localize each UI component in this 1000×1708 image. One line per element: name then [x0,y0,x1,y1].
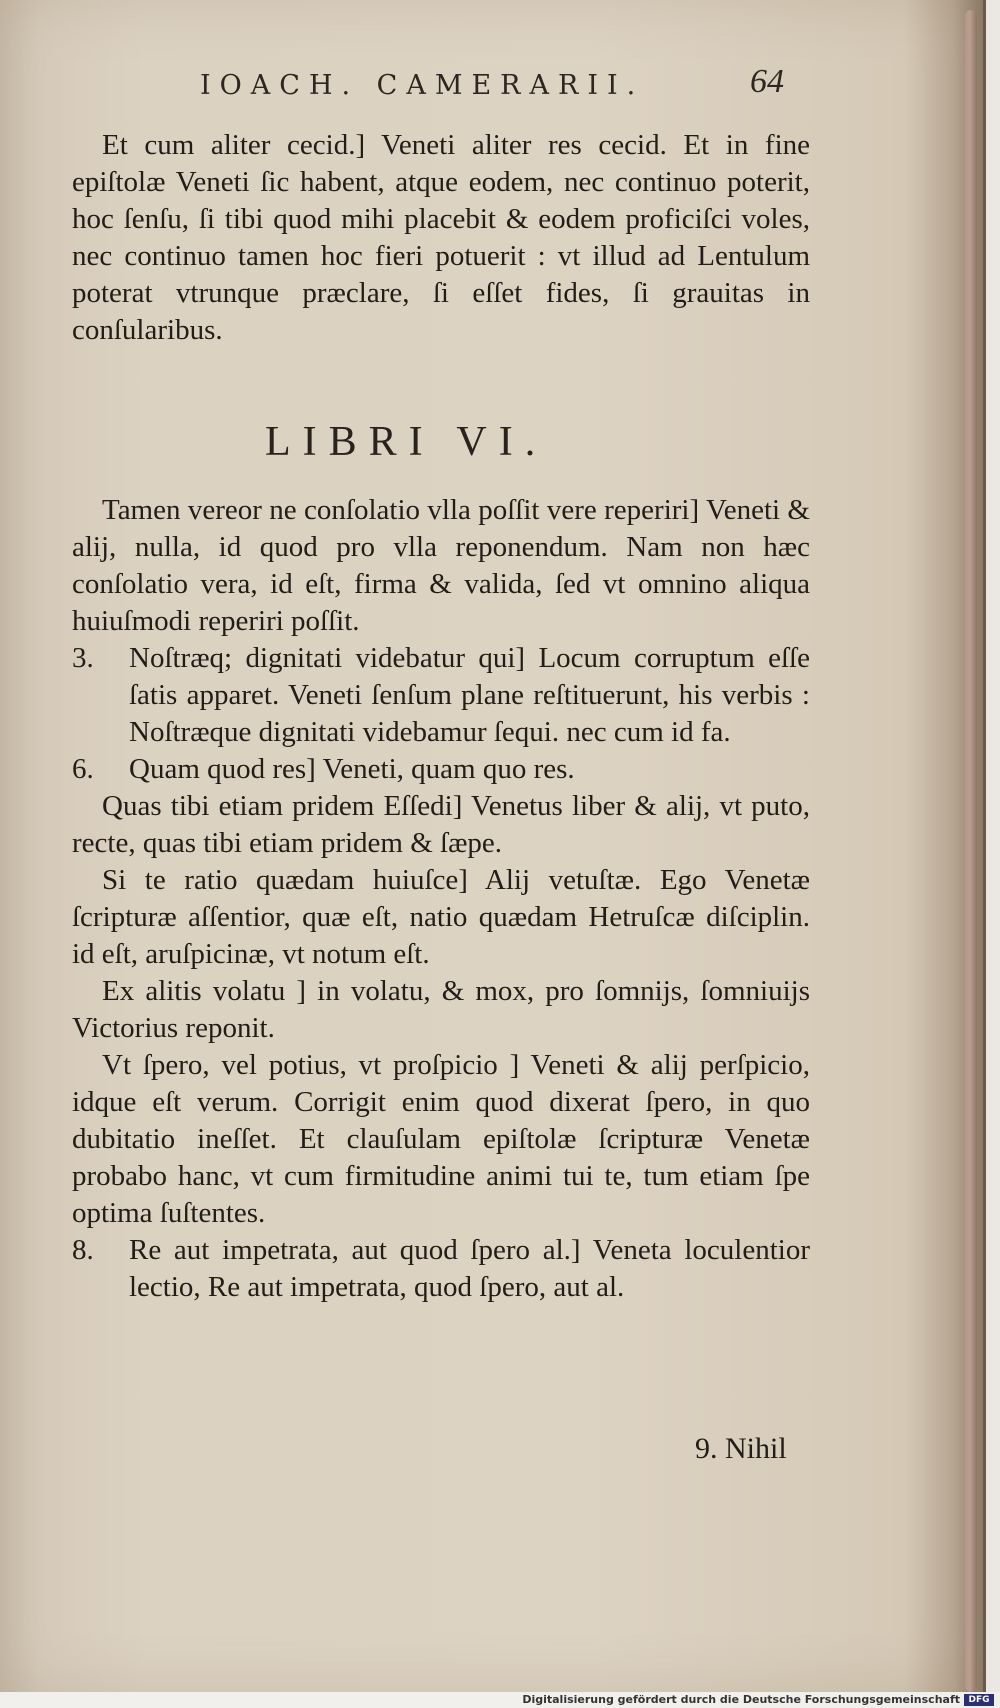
continuation-text [72,127,810,349]
section-title: LIBRI VI. [265,419,548,465]
funding-credit: Digitalisierung gefördert durch die Deutsche Forschungsgemeinschaft [522,1693,960,1706]
annotation-entry [72,1232,810,1306]
entry-text: Noſtræq; dignitati videbatur qui] Locum corruptum eſſe ſatis apparet. Veneti ſenſum plane reſtituerunt, his verbis : Noſtræque dignitati videbamur ſequi. nec cum id fa. [129,642,810,748]
entry-number: 8. [72,1234,94,1266]
annotation-entry: Si te ratio quædam huiuſce] Alij vetuſtæ. Ego Venetæ ſcripturæ aſſentior, quæ eſt, natio quædam Hetruſcæ diſciplin. id eſt, aruſpicinæ, vt notum eſt. [72,864,810,970]
entry-number: 6. [72,753,94,785]
entry-number: 3. [72,642,94,674]
annotation-entry: Quas tibi etiam pridem Eſſedi] Venetus liber & alij, vt puto, recte, quas tibi etiam pridem & ſæpe. [72,790,810,859]
entry-text: Re aut impetrata, aut quod ſpero al.] Veneta loculentior lectio, Re aut impetrata, quod ſpero, aut al. [129,1234,810,1303]
annotations [72,492,810,1306]
annotation-entry: Vt ſpero, vel potius, vt proſpicio ] Veneti & alij perſpicio, idque eſt verum. Corrigit enim quod dixerat ſpero, in quo dubitatio ineſſet. Et clauſulam epiſtolæ ſcripturæ Venetæ probabo hanc, vt cum firmitudine animi tui te, tum etiam ſpe optima ſuſtentes. [72,1049,810,1229]
running-title: IOACH. CAMERARII. [200,70,645,101]
continuation-paragraph: Et cum aliter cecid.] Veneti aliter res cecid. Et in fine epiſtolæ Veneti ſic habent, atque eodem, nec continuo poterit, hoc ſenſu, ſi tibi quod mihi placebit & eodem proficiſci voles, nec continuo tamen hoc fieri potuerit : vt illud ad Lentulum poterat vtrunque præclare, ſi eſſet fides, ſi grauitas in conſularibus. [72,129,810,346]
annotation-entry [72,640,810,751]
footer-bar [0,1692,1000,1708]
annotation-entry: Ex alitis volatu ] in volatu, & mox, pro ſomnijs, ſomniuijs Victorius reponit. [72,975,810,1044]
catchword: 9. Nihil [695,1432,787,1465]
entry-text: Quam quod res] Veneti, quam quo res. [129,753,575,785]
page-number: 64 [750,63,784,100]
annotation-entry [72,751,810,788]
dfg-logo-icon: DFG [964,1694,994,1706]
annotation-entry: Tamen vereor ne conſolatio vlla poſſit vere reperiri] Veneti & alij, nulla, id quod pro vlla reponendum. Nam non hæc conſolatio vera, id eſt, firma & valida, ſed vt omnino aliqua huiuſmodi reperiri poſſit. [72,494,810,637]
